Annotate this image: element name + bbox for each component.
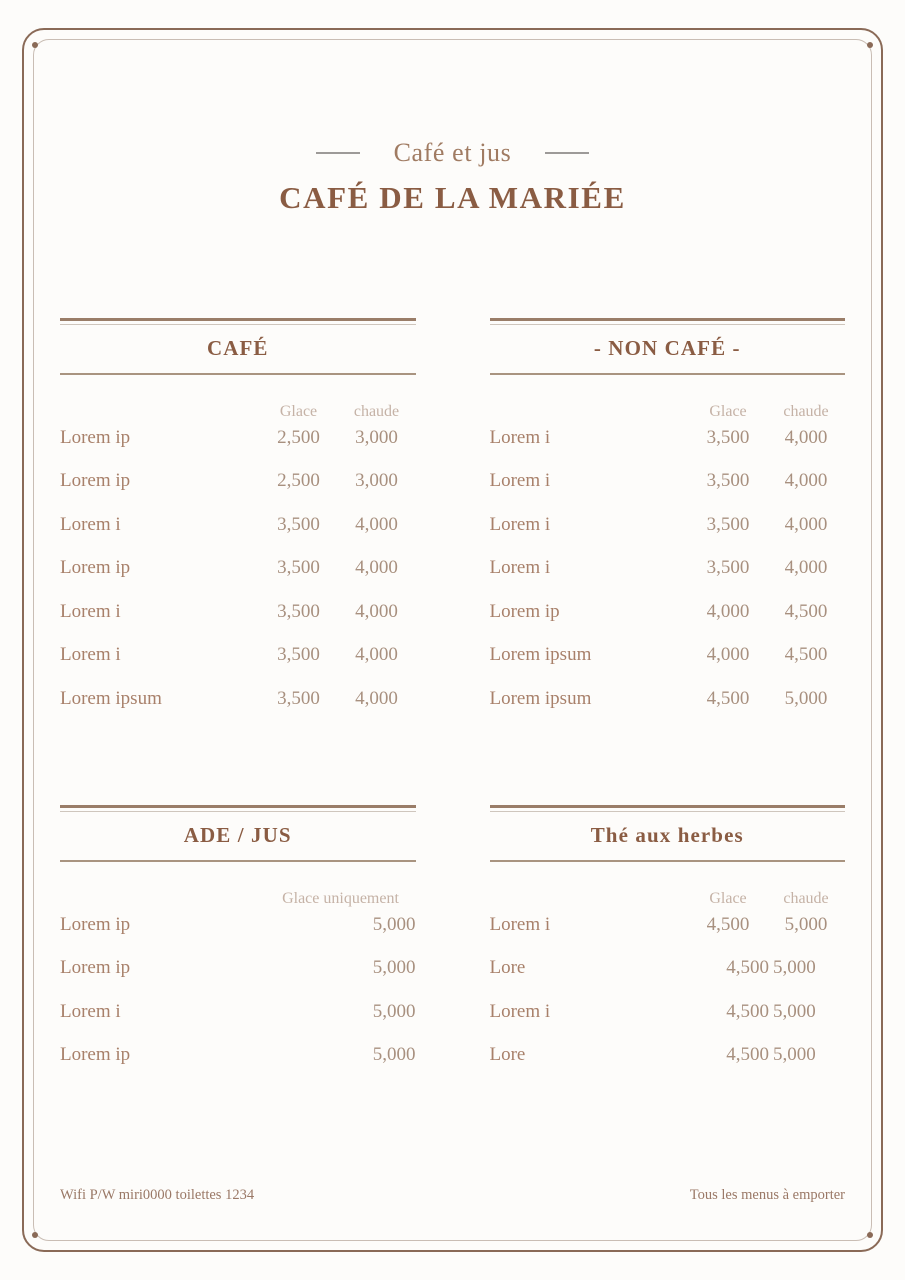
menu-item-name: Lorem i: [60, 644, 121, 665]
menu-item-name: Lorem i: [489, 557, 551, 578]
section-ade-jus: [60, 795, 416, 1088]
eyebrow-text: Café et jus: [393, 138, 512, 167]
menu-item-price-hot: 4,000: [355, 644, 398, 665]
menu-item-name: Lorem ip: [60, 470, 131, 491]
corner-dot-bottom-left: [32, 1232, 38, 1238]
menu-item-price-iced: 4,000: [706, 600, 750, 622]
section-cafe-title: CAFÉ: [206, 336, 269, 360]
section-the-aux-herbes: [490, 795, 846, 1088]
section-non-cafe-column-labels: [490, 375, 846, 427]
menu-row: [490, 1001, 846, 1045]
menu-row: [490, 957, 846, 1001]
section-ade-jus-column-labels: [60, 862, 416, 914]
menu-item-price-iced: 4,000: [706, 644, 750, 665]
menu-item-price-hot: 4,000: [784, 426, 828, 448]
menu-item-price-iced: 3,500: [277, 600, 320, 622]
menu-item-price: 5,000: [372, 957, 416, 978]
section-gap-right: [490, 731, 846, 795]
section-ade-jus-title: ADE / JUS: [183, 823, 292, 847]
menu-item-price-iced: 3,500: [277, 513, 320, 535]
menu-item-price-iced: 2,500: [277, 470, 320, 491]
section-cafe-header: [60, 308, 416, 375]
menu-item-price-hot: 4,500: [784, 600, 828, 622]
menu-item-price-iced: 2,500: [277, 426, 320, 448]
menu-row: [490, 644, 846, 688]
footer-wifi-info: Wifi P/W miri0000 toilettes 1234: [60, 1187, 255, 1203]
column-label-iced: Glace: [279, 402, 318, 420]
menu-item-name: Lorem i: [60, 600, 121, 622]
rule-bottom: [490, 373, 846, 375]
menu-item-price-iced: 4,500: [706, 687, 750, 709]
menu-item-price-iced: 4,500: [706, 913, 750, 935]
menu-item-name: Lorem ip: [60, 957, 131, 978]
menu-item-price-hot: 4,000: [355, 513, 398, 535]
menu-item-price-iced: 3,500: [706, 470, 750, 491]
menu-item-name: Lorem i: [60, 1000, 121, 1022]
menu-row: [490, 1044, 846, 1088]
menu-item-price-hot: 4,000: [784, 513, 828, 535]
menu-row: [490, 557, 846, 601]
menu-item-price-iced: 4,500: [726, 1000, 769, 1022]
menu-item-price-hot: 4,500: [784, 644, 828, 665]
corner-dot-bottom-right: [867, 1232, 873, 1238]
menu-item-name: Lorem ip: [60, 913, 131, 935]
menu-item-price-iced: 3,500: [277, 687, 320, 709]
menu-row: [60, 957, 416, 1001]
rule-bottom: [60, 373, 416, 375]
menu-item-price-hot: 5,000: [773, 1000, 816, 1022]
section-gap-left: [60, 731, 416, 795]
menu-item-price-hot: 5,000: [784, 913, 828, 935]
menu-item-name: Lorem ip: [60, 426, 131, 448]
menu-item-price-hot: 3,000: [355, 426, 398, 448]
menu-row: [490, 470, 846, 514]
menu-item-price-hot: 4,000: [355, 557, 398, 578]
menu-row: [490, 427, 846, 471]
rule-bottom: [490, 860, 846, 862]
menu-item-price-hot: 4,000: [355, 600, 398, 622]
menu-item-price-iced: 3,500: [277, 644, 320, 665]
menu-row: [490, 914, 846, 958]
section-cafe-column-labels: [60, 375, 416, 427]
menu-item-name: Lorem i: [60, 513, 121, 535]
section-non-cafe-rows: [490, 427, 846, 732]
corner-dot-top-right: [867, 42, 873, 48]
menu-item-price-hot: 4,000: [784, 470, 828, 491]
menu-item-price-iced: 4,500: [726, 957, 769, 978]
menu-item-price-hot: 3,000: [355, 470, 398, 491]
section-ade-jus-rows: [60, 914, 416, 1088]
menu-row: [60, 557, 416, 601]
section-the-aux-herbes-title: Thé aux herbes: [590, 823, 744, 847]
menu-item-price-iced: 3,500: [706, 426, 750, 448]
rule-top-thick: [490, 805, 846, 808]
corner-dot-top-left: [32, 42, 38, 48]
menu-item-price: 5,000: [372, 1044, 416, 1065]
section-non-cafe-header: [490, 308, 846, 375]
menu-row: [60, 470, 416, 514]
menu-content: [60, 60, 845, 1220]
menu-item-name: Lorem i: [489, 513, 551, 535]
menu-row: [490, 601, 846, 645]
menu-item-name: Lore: [489, 957, 526, 978]
eyebrow-row: [60, 138, 845, 168]
column-label-iced-only: Glace uniquement: [282, 889, 399, 907]
menu-row: [490, 514, 846, 558]
section-the-aux-herbes-rows: [490, 914, 846, 1088]
column-label-hot: chaude: [783, 402, 829, 420]
column-label-iced: Glace: [709, 889, 747, 907]
section-cafe: [60, 308, 416, 731]
menu-row: [60, 914, 416, 958]
menu-item-price-hot: 5,000: [773, 1044, 816, 1065]
menu-item-name: Lorem ip: [60, 557, 131, 578]
column-label-iced: Glace: [709, 402, 747, 420]
section-non-cafe-title: - NON CAFÉ -: [593, 336, 741, 360]
menu-item-price-hot: 5,000: [784, 687, 828, 709]
rule-top-thick: [60, 318, 416, 321]
menu-item-price-iced: 3,500: [706, 513, 750, 535]
footer-takeaway-note: Tous les menus à emporter: [689, 1187, 845, 1203]
menu-row: [60, 1001, 416, 1045]
menu-item-price-iced: 4,500: [726, 1044, 769, 1065]
menu-item-name: Lorem i: [489, 1000, 551, 1022]
menu-item-name: Lorem i: [489, 426, 551, 448]
menu-item-name: Lorem i: [489, 470, 551, 491]
column-label-hot: chaude: [783, 889, 829, 907]
menu-row: [490, 688, 846, 732]
menu-item-price-hot: 4,000: [355, 687, 398, 709]
section-cafe-rows: [60, 427, 416, 732]
menu-row: [60, 644, 416, 688]
section-ade-jus-header: [60, 795, 416, 862]
rule-bottom: [60, 860, 416, 862]
column-label-hot: chaude: [353, 402, 400, 420]
menu-item-name: Lorem ipsum: [489, 687, 592, 709]
menu-item-name: Lorem ipsum: [60, 687, 162, 709]
menu-row: [60, 427, 416, 471]
eyebrow-rule-right: [545, 152, 589, 154]
page-title: CAFÉ DE LA MARIÉE: [279, 180, 626, 215]
menu-item-name: Lorem ip: [60, 1044, 131, 1065]
menu-row: [60, 601, 416, 645]
menu-item-name: Lorem ipsum: [489, 644, 592, 665]
section-the-aux-herbes-header: [490, 795, 846, 862]
menu-item-price-hot: 4,000: [784, 557, 828, 578]
rule-top-thick: [60, 805, 416, 808]
menu-item-price-iced: 3,500: [277, 557, 320, 578]
menu-row: [60, 514, 416, 558]
menu-item-name: Lorem ip: [489, 600, 560, 622]
section-non-cafe: [490, 308, 846, 731]
menu-item-price: 5,000: [372, 913, 416, 935]
menu-item-name: Lore: [489, 1044, 526, 1065]
footer: [60, 1187, 845, 1204]
menu-sections-grid: [60, 308, 845, 1088]
rule-top-thick: [490, 318, 846, 321]
menu-row: [60, 688, 416, 732]
eyebrow-rule-left: [316, 152, 360, 154]
masthead: [60, 60, 845, 216]
menu-item-price: 5,000: [372, 1000, 416, 1022]
menu-item-price-iced: 3,500: [706, 557, 750, 578]
section-the-aux-herbes-column-labels: [490, 862, 846, 914]
menu-item-price-hot: 5,000: [773, 957, 816, 978]
menu-item-name: Lorem i: [489, 913, 551, 935]
menu-row: [60, 1044, 416, 1088]
